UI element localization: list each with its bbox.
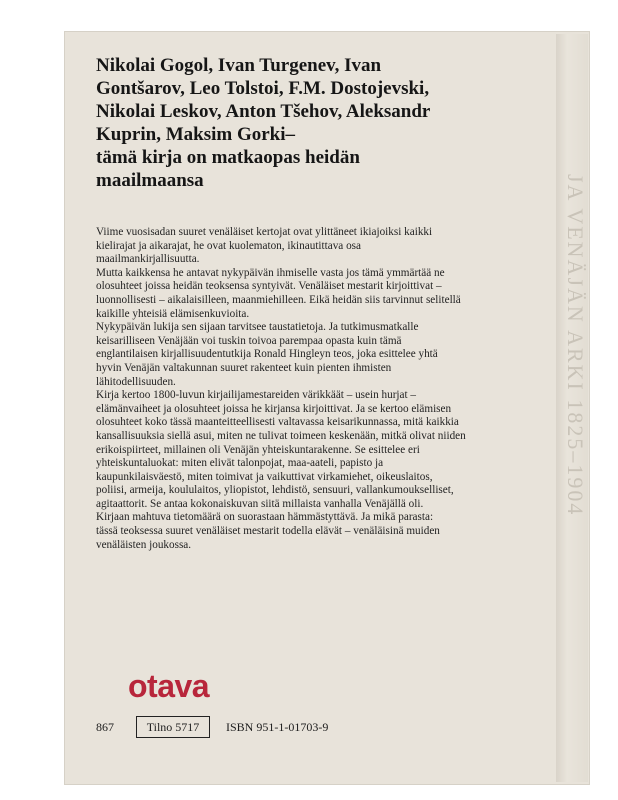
blurb-line: venäläisten joukossa. [96,538,192,551]
product-code: 867 [96,720,114,734]
blurb-line: Mutta kaikkensa he antavat nykypäivän ihmiselle vasta jos tämä ymmärtää ne [96,266,445,279]
blurb-line: elämänvaiheet ja olosuhteet joissa he kirjansa kirjoittivat. Ja se kertoo elämisen [96,402,452,415]
blurb-line: hyvin Venäjän valtakunnan suuret rakenteet kuin pienten ihmisten [96,361,392,374]
blurb-line: Nykypäivän lukija sen sijaan tarvitsee taustatietoja. Ja tutkimusmatkalle [96,321,419,334]
spine-title: JA VENÄJÄN ARKI 1825–1904 [563,174,588,517]
blurb-line: keisarilliseen Venäjään voi tuskin toivoa parempaa opasta kuin tämä [96,334,402,347]
blurb-line: erikoispiirteet, millainen oli Venäjän yhteiskuntarakenne. Se esittelee eri [96,443,420,456]
order-number-box: Tilno 5717 [136,716,210,738]
publisher-logo: otava [128,668,210,704]
headline-line: Gontšarov, Leo Tolstoi, F.M. Dostojevski, [96,78,430,99]
blurb-line: poliisi, armeija, koululaitos, yliopistot, lehdistö, sensuuri, vallankumoukselliset, [96,484,454,497]
isbn-number: ISBN 951-1-01703-9 [226,720,329,734]
headline-line: tämä kirja on matkaopas heidän [96,147,360,168]
blurb-line: kansallisuuksia siellä asui, miten ne tulivat toimeen keskenään, mitkä olivat niiden [96,429,466,442]
blurb-line: kaupunkilaisväestö, miten toimivat ja vaikuttivat virkamiehet, oikeuslaitos, [96,470,433,483]
blurb-text [96,226,516,552]
blurb-line: olosuhteet koko tässä maanteitteellisesti valtavassa keisarikunnassa, mitä kaikkia [96,416,459,429]
blurb-line: yhteiskuntaluokat: miten elivät talonpojat, maa-aateli, papisto ja [96,457,384,470]
headline-line: Kuprin, Maksim Gorki– [96,124,295,145]
blurb-line: kielirajat ja aikarajat, he ovat kuolematon, ikinautittava osa [96,239,361,252]
headline-line: Nikolai Leskov, Anton Tšehov, Aleksandr [96,101,431,122]
blurb-line: kaikille yhteisiä elämisenkuvioita. [96,307,250,320]
blurb-line: Viime vuosisadan suuret venäläiset kertojat ovat ylittäneet ikiajoiksi kaikki [96,226,433,238]
headline-line: Nikolai Gogol, Ivan Turgenev, Ivan [96,55,382,76]
blurb-line: Kirja kertoo 1800-luvun kirjailijamestareiden värikkäät – usein hurjat – [96,389,416,402]
blurb-line: maailmankirjallisuutta. [96,253,200,266]
headline-line: maailmaansa [96,170,204,191]
spine-faded-text [556,34,588,782]
blurb-line: englantilaisen kirjallisuudentutkija Ronald Hingleyn teos, joka esittelee yhtä [96,348,438,361]
blurb-line: Kirjaan mahtuva tietomäärä on suorastaan hämmästyttävä. Ja mikä parasta: [96,511,434,524]
blurb-line: olosuhteet joissa heidän teoksensa syntyivät. Venäläiset mestarit kirjoittivat – [96,280,442,293]
blurb-line: luonnollisesti – aikalaisilleen, maanmiehilleen. Eikä heidän siis tarvinnut selitellä [96,293,461,306]
cover-headline [96,54,536,192]
blurb-line: tässä teoksessa suuret venäläiset mestarit todella elävät – venäläisinä muiden [96,525,440,538]
blurb-line: agitaattorit. Se antaa kokonaiskuvan siitä millaista vanhalla Venäjällä oli. [96,497,424,510]
blurb-line: lähitodellisuuden. [96,375,176,388]
